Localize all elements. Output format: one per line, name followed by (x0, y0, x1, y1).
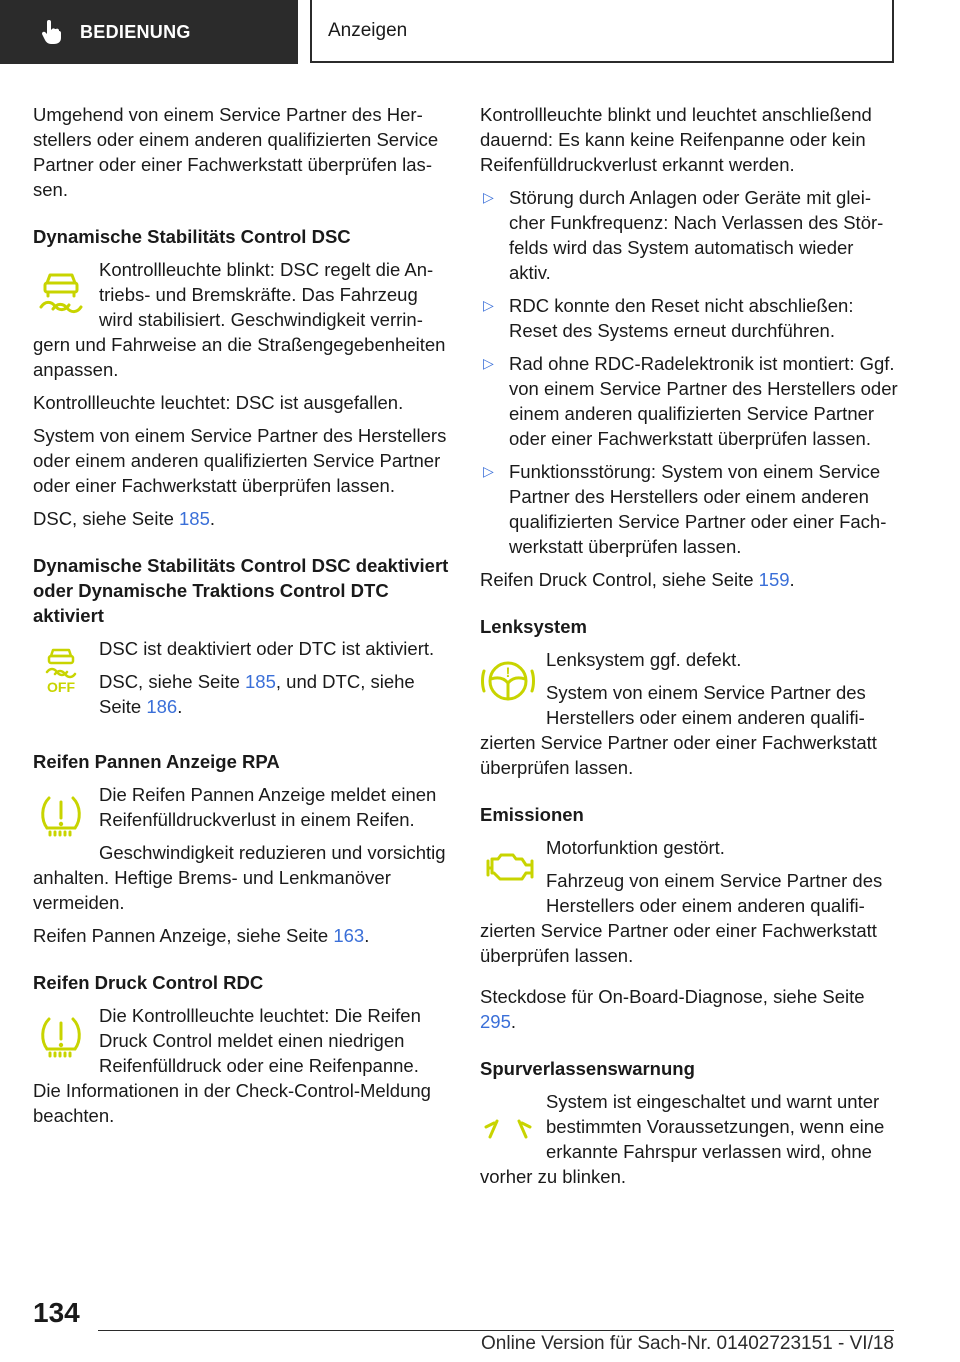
list-item: ▷ Rad ohne RDC-Radelektronik ist montiert: Ggf. von einem Service Partner des Herstellers oder einem anderen qualifizierten Service Partner oder einer Fachwerkstatt überprüfen lassen. (483, 353, 898, 449)
tire-pressure-warning-icon (33, 1007, 89, 1063)
rdc-bullet-list (480, 185, 900, 559)
rpa-text-2: Geschwindigkeit reduzieren und vorsichtig anhalten. Heftige Brems- und Lenkmanöver vermeiden. (33, 842, 446, 913)
steering-text-1: Lenksystem ggf. defekt. (546, 649, 742, 670)
tire-pressure-warning-icon (33, 786, 89, 842)
footer-divider (98, 1330, 894, 1331)
rpa-heading: Reifen Pannen Anzeige RPA (33, 751, 280, 772)
page-link-163[interactable]: 163 (333, 925, 365, 946)
rdc-reference: Reifen Druck Control, siehe Seite 159. (480, 569, 795, 590)
rpa-text-1: Die Reifen Pannen Anzeige meldet einen Reifenfülldruckverlust in einem Reifen. (99, 784, 437, 830)
lane-warning-text-1: System ist eingeschaltet und warnt unter bestimmten Voraussetzungen, wenn eine erkannte Fahrspur verlassen wird, ohne vorher zu blinken. (480, 1091, 885, 1187)
lane-departure-icon (480, 1093, 536, 1149)
section-tab (0, 0, 298, 64)
obd-reference: Steckdose für On-Board-Diagnose, siehe Seite 295. (480, 986, 865, 1032)
engine-warning-icon (480, 839, 536, 895)
chapter-title: Anzeigen (328, 19, 408, 41)
page-link-159[interactable]: 159 (758, 569, 790, 590)
online-version-text: Online Version für Sach-Nr. 01402723151 - VI/18 (481, 1333, 894, 1354)
svg-text:!: ! (505, 664, 511, 680)
emissions-text-1: Motorfunktion gestört. (546, 837, 725, 858)
left-column (33, 102, 451, 1136)
rdc-heading: Reifen Druck Control RDC (33, 972, 264, 993)
intro-text: Umgehend von einem Service Partner des Herstellers oder einem anderen qualifizierten Service Partner oder einer Fachwerkstatt überprüfen lassen. (33, 104, 439, 200)
page-number: 134 (33, 1297, 80, 1328)
page-link-295[interactable]: 295 (480, 1011, 511, 1032)
emissions-heading: Emissionen (480, 804, 584, 825)
dsc-car-skid-icon (33, 261, 89, 317)
triangle-bullet-icon: ▷ (483, 463, 494, 479)
dsc-off-heading: Dynamische Stabilitäts Control DSC deaktiviert oder Dynamische Traktions Control DTC aktiviert (33, 555, 449, 626)
list-item: ▷ RDC konnte den Reset nicht abschließen: Reset des Systems erneut durchführen. (483, 295, 854, 341)
steering-text-2: System von einem Service Partner des Herstellers oder einem anderen qualifizierten Service Partner oder einer Fachwerkstatt überprüfen lassen. (480, 682, 877, 778)
triangle-bullet-icon: ▷ (483, 189, 494, 205)
lane-warning-heading: Spurverlassenswarnung (480, 1058, 695, 1079)
dsc-off-text-1: DSC ist deaktiviert oder DTC ist aktiviert. (99, 638, 435, 659)
rpa-reference: Reifen Pannen Anzeige, siehe Seite 163. (33, 925, 370, 946)
steering-heading: Lenksystem (480, 616, 587, 637)
right-column (480, 102, 900, 1197)
list-item: ▷ Funktionsstörung: System von einem Service Partner des Herstellers oder einem anderen qualifizierten Service Partner oder einer Fachwerkstatt überprüfen lassen. (483, 461, 887, 557)
section-label: BEDIENUNG (80, 21, 191, 42)
emissions-text-2: Fahrzeug von einem Service Partner des Herstellers oder einem anderen qualifizierten Service Partner oder einer Fachwerkstatt überprüfen lassen. (480, 870, 883, 966)
dsc-text-3: System von einem Service Partner des Herstellers oder einem anderen qualifizierten Service Partner oder einer Fachwerkstatt überprüfen lassen. (33, 425, 447, 496)
svg-text:OFF: OFF (47, 679, 75, 695)
page-link-185[interactable]: 185 (245, 671, 276, 692)
page-link-185[interactable]: 185 (179, 508, 210, 529)
steering-warning-icon (480, 651, 536, 707)
chapter-header (310, 0, 894, 63)
triangle-bullet-icon: ▷ (483, 297, 494, 313)
rdc-text-1: Die Kontrollleuchte leuchtet: Die Reifen Druck Control meldet einen niedrigen Reifenfülldruck oder eine Reifenpanne. Die Informationen in der Check-Control-Meldung beachten. (33, 1005, 431, 1126)
page-link-186[interactable]: 186 (146, 696, 178, 717)
hand-pointer-icon (38, 19, 64, 45)
rdc-intro-text: Kontrollleuchte blinkt und leuchtet anschließend dauernd: Es kann keine Reifenpanne oder kein Reifenfülldruckverlust erkannt werden. (480, 104, 872, 175)
list-item: ▷ Störung durch Anlagen oder Geräte mit gleicher Funkfrequenz: Nach Verlassen des Störfelds wird das System automatisch wieder aktiv. (483, 187, 884, 283)
dsc-text-1: Kontrollleuchte blinkt: DSC regelt die Antriebs- und Bremskräfte. Das Fahrzeug wird stabilisiert. Geschwindigkeit verringern und Fahrweise an die Straßengegebenheiten anpassen. (33, 259, 446, 380)
triangle-bullet-icon: ▷ (483, 355, 494, 371)
dsc-text-2: Kontrollleuchte leuchtet: DSC ist ausgefallen. (33, 392, 404, 413)
dsc-reference: DSC, siehe Seite 185. (33, 508, 216, 529)
dsc-off-reference: DSC, siehe Seite 185, und DTC, siehe Seite 186. (99, 671, 415, 717)
dsc-off-icon (33, 640, 89, 696)
dsc-heading: Dynamische Stabilitäts Control DSC (33, 226, 351, 247)
